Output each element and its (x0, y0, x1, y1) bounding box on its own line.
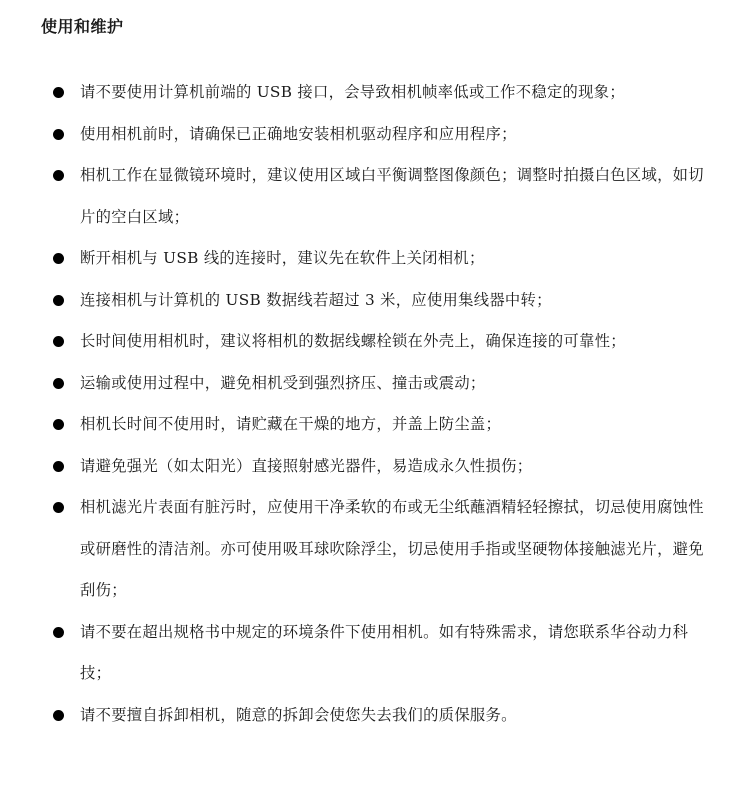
list-item (0, 72, 740, 114)
bullet-icon (53, 502, 64, 513)
list-item (0, 404, 740, 446)
list-item-text: 请不要擅自拆卸相机，随意的拆卸会使您失去我们的质保服务。 (80, 705, 517, 724)
list-item (0, 114, 740, 156)
list-item-text: 运输或使用过程中，避免相机受到强烈挤压、撞击或震动； (80, 373, 486, 392)
list-item (0, 280, 740, 322)
bullet-icon (53, 378, 64, 389)
bullet-icon (53, 87, 64, 98)
list-item-text: 请不要在超出规格书中规定的环境条件下使用相机。如有特殊需求，请您联系华谷动力科技； (80, 622, 689, 682)
list-item (0, 363, 740, 405)
bullet-icon (53, 461, 64, 472)
list-item-text: 相机工作在显微镜环境时，建议使用区域白平衡调整图像颜色；调整时拍摄白色区域，如切片的空白区域； (80, 166, 704, 226)
list-item-text: 断开相机与 USB 线的连接时，建议先在软件上关闭相机； (80, 249, 485, 267)
list-item-text: 连接相机与计算机的 USB 数据线若超过 3 米，应使用集线器中转； (80, 290, 552, 309)
list-item-text: 相机滤光片表面有脏污时，应使用干净柔软的布或无尘纸蘸酒精轻轻擦拭，切忌使用腐蚀性或研磨性的清洁剂。亦可使用吸耳球吹除浮尘，切忌使用手指或坚硬物体接触滤光片，避免刮伤； (80, 498, 704, 599)
bullet-icon (53, 295, 64, 306)
list-item (0, 238, 740, 280)
list-item (0, 155, 740, 238)
list-item-text: 请避免强光（如太阳光）直接照射感光器件，易造成永久性损伤； (80, 456, 533, 475)
bullet-icon (53, 336, 64, 347)
bullet-icon (53, 710, 64, 721)
list-item (0, 695, 740, 737)
bullet-icon (53, 170, 64, 181)
list-item-text: 相机长时间不使用时，请贮藏在干燥的地方，并盖上防尘盖； (80, 415, 502, 433)
list-item (0, 487, 740, 612)
bullet-icon (53, 129, 64, 140)
list-item-text: 请不要使用计算机前端的 USB 接口，会导致相机帧率低或工作不稳定的现象； (80, 83, 625, 101)
list-item (0, 321, 740, 363)
bullet-icon (53, 253, 64, 264)
maintenance-list (0, 72, 740, 736)
bullet-icon (53, 627, 64, 638)
bullet-icon (53, 419, 64, 430)
list-item (0, 446, 740, 488)
section-title: 使用和维护 (41, 17, 124, 36)
list-item (0, 612, 740, 695)
list-item-text: 长时间使用相机时，建议将相机的数据线螺栓锁在外壳上，确保连接的可靠性； (80, 332, 626, 350)
list-item-text: 使用相机前时，请确保已正确地安装相机驱动程序和应用程序； (80, 124, 517, 143)
